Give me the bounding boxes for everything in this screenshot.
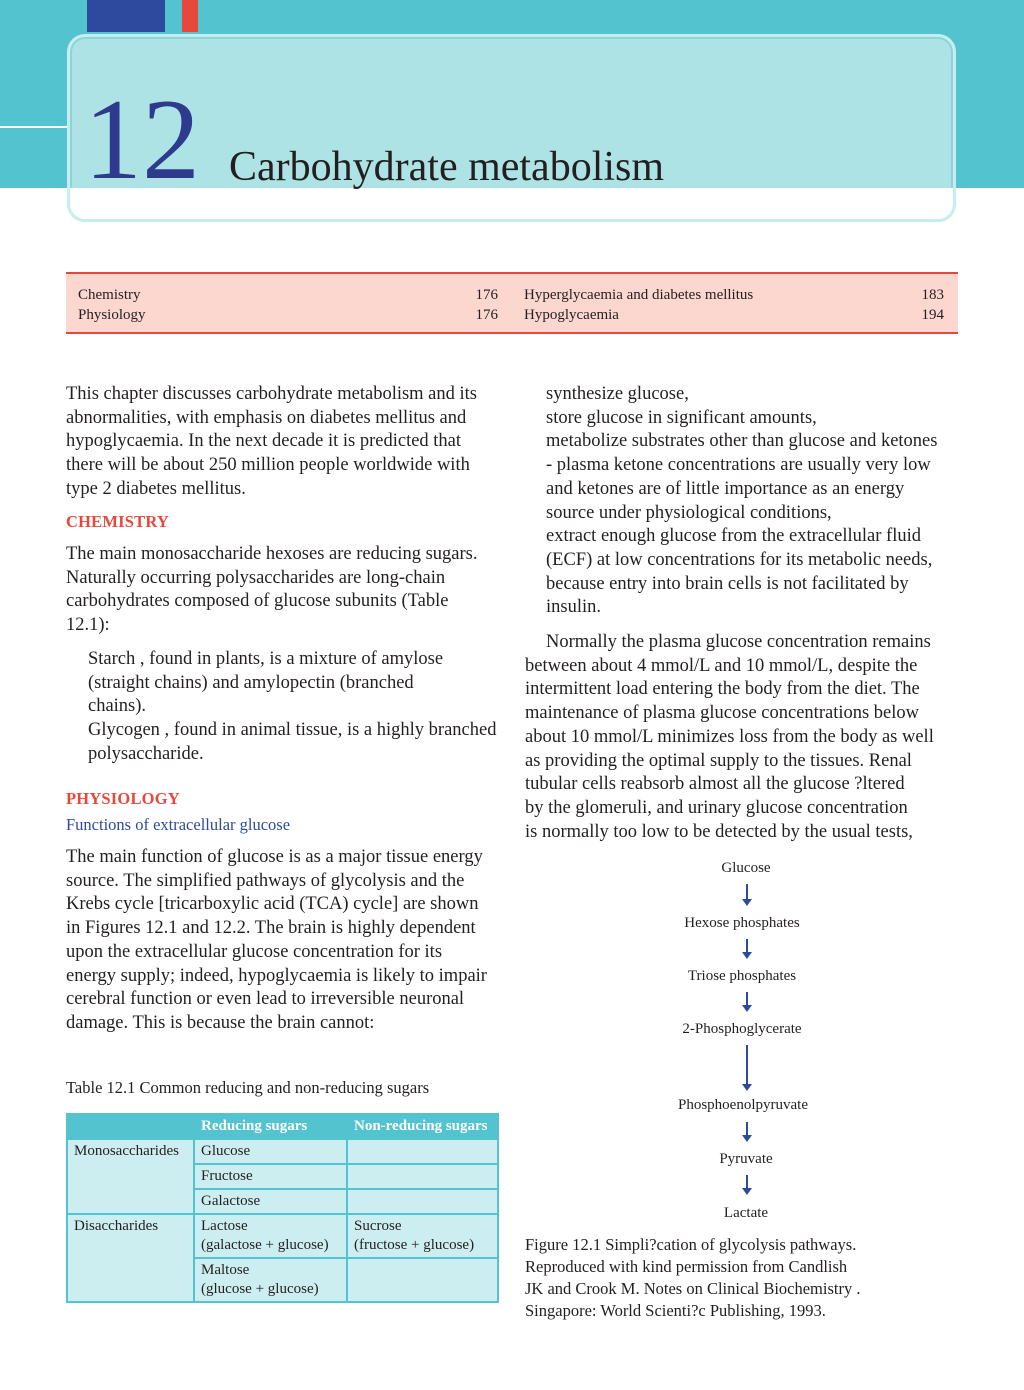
chemistry-paragraph: The main monosaccharide hexoses are reducing sugars. Naturally occurring polysaccharides are long-chain carbohydrates composed of glucose subunits (Table 12.1): [66, 544, 478, 636]
glucose-concentration-paragraph: Normally the plasma glucose concentration remains between about 4 mmol/L and 10 mmol/L, despite the intermittent load entering the body from the diet. The maintenance of plasma glucose concentrations below about 10 mmol/L minimizes loss from the body as well as providing the optimal supply to the tissues. Renal tubular cells reabsorb almost all the glucose ?ltered by the glomeruli, and urinary glucose concentration is normally too low to be detected by the usual tests, [525, 632, 934, 842]
figure-arrowhead [742, 1084, 752, 1091]
figure-step: Glucose [721, 860, 771, 876]
toc-entry[interactable]: Hyperglycaemia and diabetes mellitus [524, 287, 754, 303]
figure-step: Hexose phosphates [684, 915, 800, 931]
heading-physiology: PHYSIOLOGY [66, 789, 180, 808]
figure-step: Pyruvate [719, 1151, 773, 1167]
figure-arrow [746, 1175, 748, 1189]
toc-entry[interactable]: Hypoglycaemia [524, 307, 619, 323]
brain-cannot-list: synthesize glucose, store glucose in significant amounts, metabolize substrates other than glucose and ketones - plasma ketone concentrations are usually very low and ketones are of little importance as an energy source under physiological conditions, extract enough glucose from the extracellular fluid (ECF) at low concentrations for its metabolic needs, because entry into brain cells is not facilitated by insulin. [546, 384, 938, 618]
figure-step: Phosphoenolpyruvate [678, 1097, 808, 1113]
figure-step: Triose phosphates [687, 968, 797, 984]
table-header-row [67, 1114, 498, 1139]
chapter-number: 12 [84, 76, 200, 204]
header-accent-blue [87, 0, 165, 32]
table-cell: Galactose [194, 1189, 347, 1214]
figure-step: Lactate [723, 1205, 769, 1221]
figure-step: 2-Phosphoglycerate [682, 1021, 802, 1037]
table-cell [347, 1139, 498, 1164]
sugar-table [66, 1113, 499, 1303]
table-cell [347, 1258, 498, 1302]
table-row-label: Disaccharides [67, 1214, 194, 1302]
polysaccharide-list: Starch , found in plants, is a mixture of amylose (straight chains) and amylopectin (branched chains). Glycogen , found in animal tissue, is a highly branched polysaccharide. [88, 649, 497, 764]
figure-caption: Figure 12.1 Simpli?cation of glycolysis pathways. Reproduced with kind permission from Candlish JK and Crook M. Notes on Clinical Biochemistry . Singapore: World Scienti?c Publishing, 1993. [525, 1235, 861, 1320]
intro-paragraph: This chapter discusses carbohydrate metabolism and its abnormalities, with emphasis on diabetes mellitus and hypoglycaemia. In the next decade it is predicted that there will be about 250 million people worldwide with type 2 diabetes mellitus. [66, 384, 478, 499]
figure-arrowhead [742, 899, 752, 906]
table-cell: Glucose [194, 1139, 347, 1164]
toc-entry[interactable]: Chemistry [78, 287, 141, 303]
table-header-cell: Non-reducing sugars [347, 1114, 498, 1139]
table-row [67, 1214, 498, 1258]
table-cell: Maltose (glucose + glucose) [194, 1258, 347, 1302]
table-cell: Fructose [194, 1164, 347, 1189]
table-caption: Table 12.1 Common reducing and non-reducing sugars [66, 1078, 430, 1097]
physiology-paragraph: The main function of glucose is as a major tissue energy source. The simplified pathways of glycolysis and the Krebs cycle [tricarboxylic acid (TCA) cycle] are shown in Figures 12.1 and 12.2. The brain is highly dependent upon the extracellular glucose concentration for its energy supply; indeed, hypoglycaemia is likely to impair cerebral function or even lead to irreversible neuronal damage. This is because the brain cannot: [66, 847, 487, 1033]
figure-arrow [746, 1122, 748, 1136]
figure-arrow [746, 992, 748, 1006]
figure-arrow [746, 939, 748, 953]
figure-arrowhead [742, 1005, 752, 1012]
header-rule [0, 126, 67, 128]
figure-arrowhead [742, 1135, 752, 1142]
table-header-cell [67, 1114, 194, 1139]
chapter-title-card-bottom [67, 188, 956, 222]
table-header-cell: Reducing sugars [194, 1114, 347, 1139]
toc-entry[interactable]: Physiology [78, 307, 146, 323]
subheading-extracellular-glucose: Functions of extracellular glucose [66, 815, 291, 834]
table-cell: Lactose (galactose + glucose) [194, 1214, 347, 1258]
table-cell [347, 1164, 498, 1189]
table-cell: Sucrose (fructose + glucose) [347, 1214, 498, 1258]
figure-arrowhead [742, 952, 752, 959]
chapter-contents: Chemistry 176 Physiology 176 Hyperglycaemia and diabetes mellitus 183 Hypoglycaemia 194 [66, 272, 958, 334]
figure-arrow [746, 1045, 748, 1085]
table-row [67, 1139, 498, 1164]
header-accent-red [182, 0, 198, 32]
figure-arrowhead [742, 1188, 752, 1195]
chapter-title: Carbohydrate metabolism [229, 144, 665, 190]
figure-arrow [746, 884, 748, 900]
table-cell [347, 1189, 498, 1214]
table-row-label: Monosaccharides [67, 1139, 194, 1214]
heading-chemistry: CHEMISTRY [66, 512, 169, 531]
